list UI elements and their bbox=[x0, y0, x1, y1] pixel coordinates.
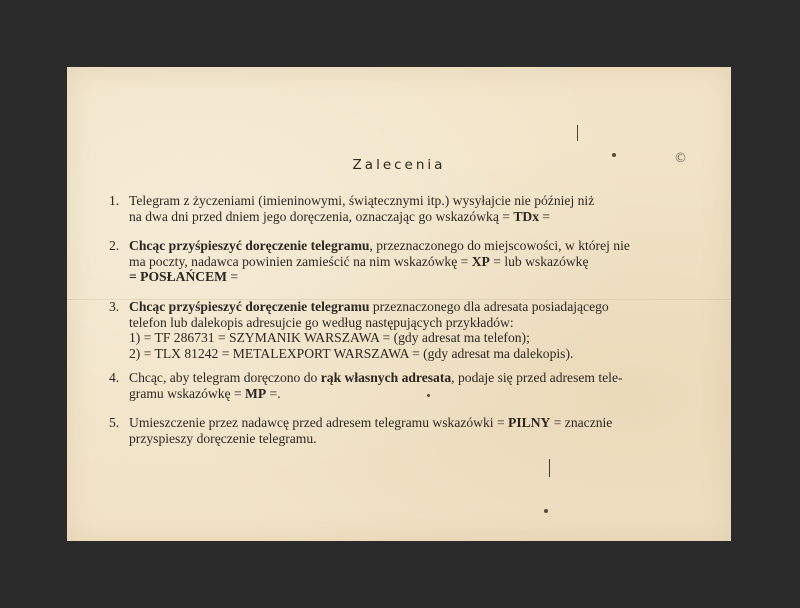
item-line bbox=[129, 346, 709, 362]
recommendation-item-3 bbox=[109, 299, 709, 361]
bold-text-segment: MP bbox=[245, 385, 267, 401]
item-line bbox=[129, 386, 709, 402]
recommendation-item-2 bbox=[109, 238, 709, 285]
item-line bbox=[129, 315, 709, 331]
text-segment: = znacznie bbox=[550, 415, 613, 430]
text-segment: gramu wskazówkę = bbox=[129, 385, 246, 401]
pencil-mark bbox=[549, 459, 550, 477]
text-segment: telefon lub dalekopis adresujcie go według następujących przykładów: bbox=[129, 314, 514, 330]
text-segment: = bbox=[227, 269, 239, 285]
bold-text-segment: PILNY bbox=[508, 415, 551, 430]
text-segment: , podaje się przed adresem tele- bbox=[451, 370, 623, 385]
item-text bbox=[129, 370, 709, 401]
bold-text-segment: XP bbox=[471, 253, 490, 269]
text-segment: =. bbox=[266, 385, 281, 401]
item-line bbox=[129, 238, 709, 254]
telegram-form-sheet bbox=[67, 67, 731, 541]
text-segment: przeznaczonego dla adresata posiadającego bbox=[369, 299, 609, 314]
bold-text-segment: = POSŁAŃCEM bbox=[129, 269, 227, 285]
item-line bbox=[129, 431, 709, 447]
item-text bbox=[129, 193, 709, 224]
item-number: 2. bbox=[109, 238, 120, 253]
item-line bbox=[129, 254, 709, 270]
text-segment: Chcąc, aby telegram doręczono do bbox=[129, 370, 321, 385]
text-segment: = lub wskazówkę bbox=[489, 253, 589, 269]
text-segment: na dwa dni przed dniem jego doręczenia, oznaczając go wskazówką = bbox=[129, 208, 514, 224]
paper-speck bbox=[427, 394, 430, 397]
item-line bbox=[129, 193, 709, 209]
recommendation-item-1 bbox=[109, 193, 709, 224]
text-segment: Umieszczenie przez nadawcę przed adresem telegramu wskazówki = bbox=[129, 415, 509, 430]
item-text bbox=[129, 299, 709, 361]
item-line bbox=[129, 269, 709, 285]
item-number: 1. bbox=[109, 193, 120, 208]
item-number: 3. bbox=[109, 299, 120, 314]
item-line bbox=[129, 415, 709, 431]
item-number: 5. bbox=[109, 415, 120, 430]
text-segment: ma poczty, nadawca powinien zamieścić na nim wskazówkę = bbox=[129, 253, 472, 269]
item-text bbox=[129, 238, 709, 285]
item-line bbox=[129, 330, 709, 346]
item-text bbox=[129, 415, 709, 446]
item-line bbox=[129, 370, 709, 386]
text-segment: = bbox=[539, 208, 551, 224]
text-segment: , przeznaczonego do miejscowości, w której nie bbox=[369, 238, 630, 253]
item-line bbox=[129, 299, 709, 315]
item-number: 4. bbox=[109, 370, 120, 385]
text-segment: Telegram z życzeniami (imieninowymi, świątecznymi itp.) wysyłajcie nie później niż bbox=[129, 193, 595, 208]
text-segment: 1) = TF 286731 = SZYMANIK WARSZAWA = (gdy adresat ma telefon); bbox=[129, 330, 530, 346]
paper-speck bbox=[544, 509, 548, 513]
text-segment: 2) = TLX 81242 = METALEXPORT WARSZAWA = (gdy adresat ma dalekopis). bbox=[129, 345, 574, 361]
item-line bbox=[129, 209, 709, 225]
paper-speck bbox=[612, 153, 616, 157]
text-segment: przyspieszy doręczenie telegramu. bbox=[129, 430, 317, 446]
pencil-mark bbox=[577, 125, 578, 141]
corner-stamp-mark: © bbox=[674, 151, 687, 166]
bold-text-segment: TDx bbox=[513, 208, 540, 224]
recommendation-item-4 bbox=[109, 370, 709, 401]
recommendation-item-5 bbox=[109, 415, 709, 446]
bold-text-segment: Chcąc przyśpieszyć doręczenie telegramu bbox=[129, 299, 370, 314]
recommendations-heading: Zalecenia bbox=[352, 157, 446, 173]
bold-text-segment: rąk własnych adresata bbox=[320, 370, 452, 385]
bold-text-segment: Chcąc przyśpieszyć doręczenie telegramu bbox=[129, 238, 370, 253]
